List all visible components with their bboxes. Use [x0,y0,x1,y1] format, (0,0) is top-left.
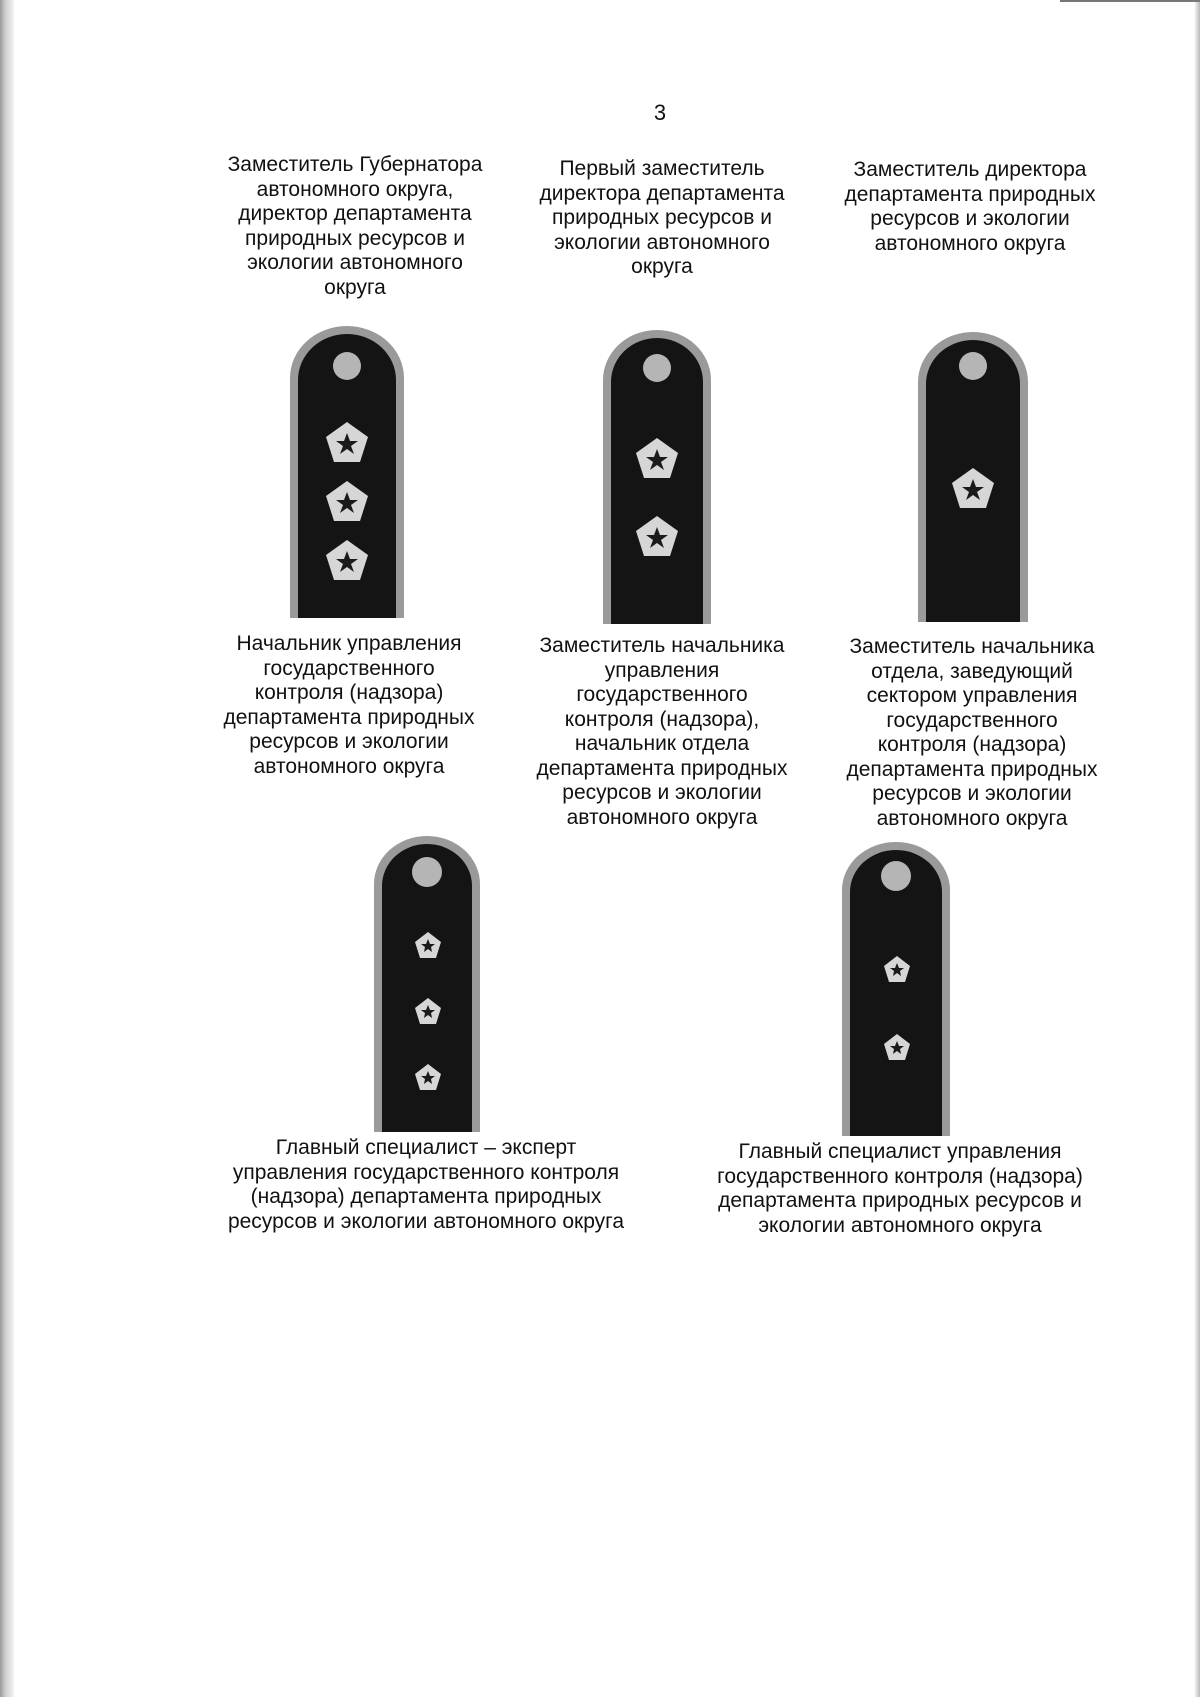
scan-edge-right [1194,0,1200,1697]
epaulet-1 [288,326,406,618]
caption-rank-1: Заместитель Губернатора автономного округа, директор департамента природных ресурсов и экологии автономного округа [227,153,483,299]
epaulet-5 [840,840,952,1136]
epaulet-button-icon [333,352,361,380]
caption-rank-4: Начальник управления государственного контроля (надзора) департамента природных ресурсов и экологии автономного округа [223,632,475,778]
scan-edge-left [0,0,14,1697]
epaulet-2-graphic [601,328,713,624]
epaulet-3 [916,330,1030,622]
caption-rank-7: Главный специалист – эксперт управления государственного контроля (надзора) департамента природных ресурсов и экологии автономного округа [227,1136,625,1233]
caption-rank-2: Первый заместитель директора департамента природных ресурсов и экологии автономного округа [539,157,785,278]
epaulet-4 [372,834,482,1132]
epaulet-2 [601,328,713,624]
epaulet-button-icon [412,857,442,887]
caption-rank-8: Главный специалист управления государственного контроля (надзора) департамента природных ресурсов и экологии автономного округа [717,1140,1083,1237]
epaulet-1-graphic [288,326,406,618]
caption-rank-6: Заместитель начальника отдела, заведующий сектором управления государственного контроля (надзора) департамента природных ресурсов и экологии автономного округа [846,635,1098,830]
scan-top-line [1060,0,1200,2]
epaulet-4-graphic [372,834,482,1132]
epaulet-button-icon [643,354,671,382]
epaulet-3-graphic [916,330,1030,622]
epaulet-button-icon [959,352,987,380]
page-number: 3 [653,100,667,125]
epaulet-button-icon [881,861,911,891]
epaulet-5-graphic [840,840,952,1136]
caption-rank-5: Заместитель начальника управления государственного контроля (надзора), начальник отдела департамента природных ресурсов и экологии автономного округа [536,634,788,829]
caption-rank-3: Заместитель директора департамента природных ресурсов и экологии автономного округа [844,158,1096,255]
